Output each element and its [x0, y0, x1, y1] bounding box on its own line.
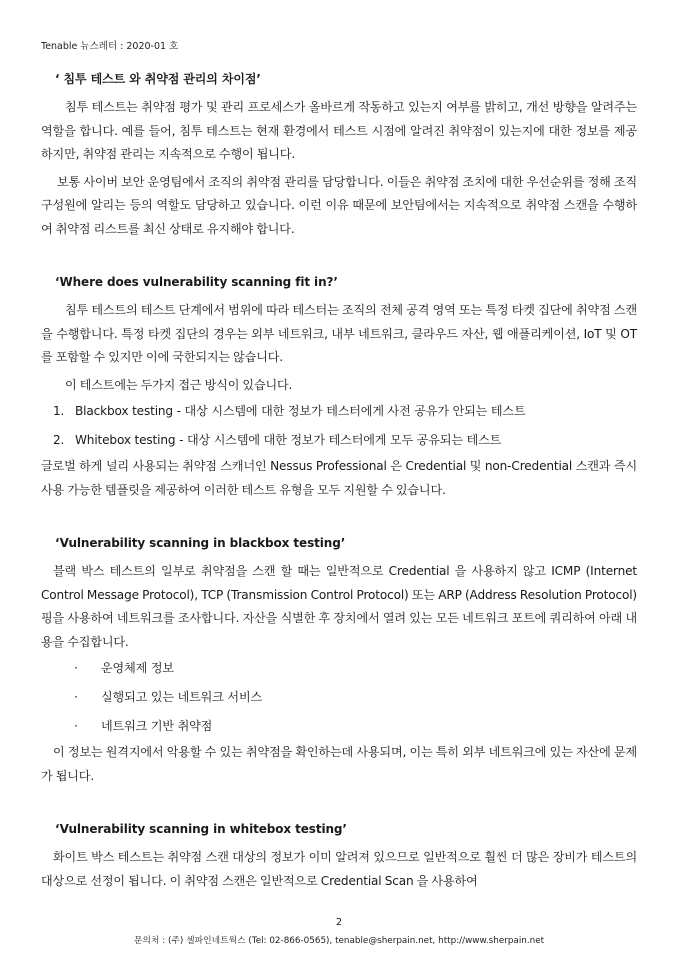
paragraph: 침투 테스트의 테스트 단계에서 범위에 따라 테스터는 조직의 전체 공격 영역 또는 특정 타켓 집단에 취약점 스캔을 수행합니다. 특정 타켓 집단의 경우는 외부 네트워크, 내부 네트워크, 클라우드 자산, 웹 애플리케이션, IoT 및 OT 를 포함할 수 있지만 이에 국한되지는 않습니다.: [41, 303, 637, 364]
section-whitebox-testing: [41, 818, 637, 893]
section-heading: ‘Vulnerability scanning in whitebox testing’: [55, 822, 347, 836]
collected-info-list: [41, 654, 637, 741]
paragraph: 화이트 박스 테스트는 취약점 스캔 대상의 정보가 이미 알려져 있으므로 일반적으로 훨씬 더 많은 장비가 테스트의 대상으로 선정이 됩니다. 이 취약점 스캔은 일반적으로 Credential Scan 을 사용하여: [41, 850, 637, 888]
paragraph: 이 테스트에는 두가지 접근 방식이 있습니다.: [65, 377, 293, 392]
list-item: · 운영체제 정보: [74, 661, 174, 675]
section-blackbox-testing: [41, 532, 637, 788]
section-heading: ‘ 침투 테스트 와 취약점 관리의 차이점’: [55, 72, 261, 86]
paragraph: 블랙 박스 테스트의 일부로 취약점을 스캔 할 때는 일반적으로 Credential 을 사용하지 않고 ICMP (Internet Control Message Protocol), TCP (Transmission Control Protocol) 또는 ARP (Address Resolution Protocol) 핑을 사용하여 네트워크를 조사합니다. 자산을 식별한 후 장치에서 열려 있는 모든 네트워크 포트에 쿼리하여 아래 내용을 수집합니다.: [41, 564, 637, 649]
document-body: [41, 68, 637, 893]
paragraph: 글로벌 하게 널리 사용되는 취약점 스캐너인 Nessus Professional 은 Credential 및 non-Credential 스캔과 즉시 사용 가능한 템플릿을 제공하여 이러한 테스트 유형을 모두 지원할 수 있습니다.: [41, 459, 637, 497]
list-item: 1. Blackbox testing - 대상 시스템에 대한 정보가 테스터에게 사전 공유가 안되는 테스트: [53, 404, 526, 418]
paragraph: 보통 사이버 보안 운영팀에서 조직의 취약점 관리를 담당합니다. 이들은 취약점 조치에 대한 우선순위를 정해 조직 구성원에 알리는 등의 역할도 담당하고 있습니다. 이런 이유 때문에 보안팀에서는 지속적으로 취약점 스캔을 수행하여 취약점 리스트를 최신 상태로 유지해야 합니다.: [41, 174, 637, 236]
list-item: · 실행되고 있는 네트워크 서비스: [74, 690, 263, 704]
page-number: 2: [335, 917, 343, 928]
list-item: · 네트워크 기반 취약점: [74, 719, 213, 733]
section-where-scanning-fits: [41, 271, 637, 502]
section-pentest-vs-vm: [41, 68, 637, 241]
paragraph: 침투 테스트는 취약점 평가 및 관리 프로세스가 올바르게 작동하고 있는지 여부를 밝히고, 개선 방향을 알려주는 역할을 합니다. 예를 들어, 침투 테스트는 현재 환경에서 테스트 시점에 알려진 취약점이 있는지에 대한 정보를 제공하지만, 취약점 관리는 지속적으로 수행이 됩니다.: [41, 100, 637, 161]
testing-approaches-list: [41, 397, 637, 455]
contact-footer: 문의처 : (주) 셀파인네트웍스 (Tel: 02-866-0565), tenable@sherpain.net, http://www.sherpain.net: [133, 936, 545, 946]
newsletter-header: Tenable 뉴스레터 : 2020-01 호: [41, 41, 179, 52]
section-heading: ‘Vulnerability scanning in blackbox testing’: [55, 536, 346, 550]
list-item: 2. Whitebox testing - 대상 시스템에 대한 정보가 테스터에게 모두 공유되는 테스트: [53, 433, 502, 447]
paragraph: 이 정보는 원격지에서 악용할 수 있는 취약점을 확인하는데 사용되며, 이는 특히 외부 네트워크에 있는 자산에 문제가 됩니다.: [41, 745, 637, 783]
section-heading: ‘Where does vulnerability scanning fit in?’: [55, 275, 338, 289]
